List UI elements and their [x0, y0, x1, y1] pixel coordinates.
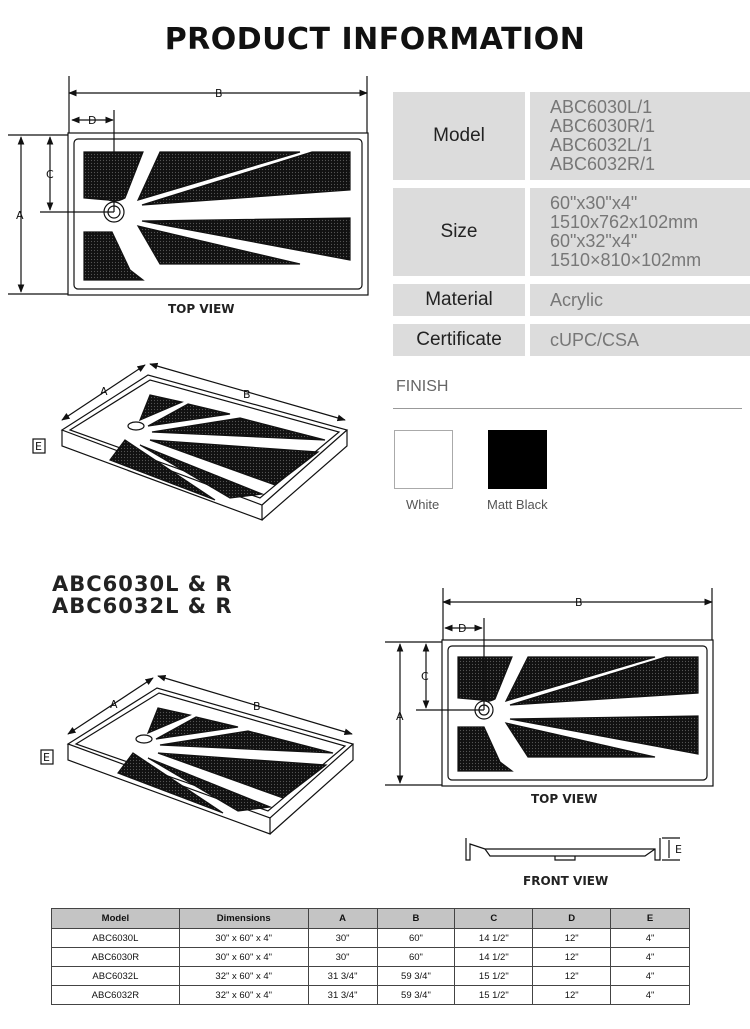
info-value-line: cUPC/CSA [550, 330, 640, 350]
top-view-drawing-2 [385, 588, 713, 786]
table-cell: ABC6032R [52, 986, 180, 1005]
info-value-line: 60"x30"x4" [550, 193, 638, 213]
dim-label-b: B [575, 596, 583, 609]
table-cell: 59 3/4" [377, 967, 455, 986]
table-cell: 30" [308, 929, 377, 948]
dim-label-a: A [16, 209, 24, 222]
info-value-line: 60"x32"x4" [550, 231, 638, 251]
table-header-row [52, 909, 690, 929]
table-cell: 59 3/4" [377, 986, 455, 1005]
info-value-line: ABC6032R/1 [550, 154, 656, 174]
page-title: PRODUCT INFORMATION [164, 22, 586, 57]
table-row [52, 986, 690, 1005]
front-view-caption: FRONT VIEW [523, 874, 609, 888]
dim-label-b: B [253, 700, 261, 713]
column-header: A [308, 909, 377, 929]
swatch-caption-black: Matt Black [487, 497, 548, 512]
table-cell: 4" [611, 929, 690, 948]
column-header: E [611, 909, 690, 929]
isometric-drawing-1 [33, 364, 347, 520]
dim-label-a: A [100, 385, 108, 398]
table-cell: 30" x 60" x 4" [179, 929, 308, 948]
spec-table [51, 908, 690, 1005]
info-value-line: ABC6030R/1 [550, 116, 656, 136]
info-value-line: ABC6030L/1 [550, 97, 653, 117]
dim-label-c: C [421, 670, 429, 683]
table-cell: 32" x 60" x 4" [179, 986, 308, 1005]
model-heading-line: ABC6030L & R [52, 572, 233, 596]
top-view-caption: TOP VIEW [168, 302, 235, 316]
table-cell: 15 1/2" [455, 986, 533, 1005]
table-cell: 14 1/2" [455, 929, 533, 948]
column-header: Model [52, 909, 180, 929]
info-value-line: 1510×810×102mm [550, 250, 702, 270]
table-cell: ABC6030R [52, 948, 180, 967]
model-heading-line: ABC6032L & R [52, 594, 233, 618]
table-cell: 30" [308, 948, 377, 967]
top-view-caption: TOP VIEW [531, 792, 598, 806]
front-view-drawing [466, 838, 680, 860]
table-cell: 15 1/2" [455, 967, 533, 986]
table-cell: 14 1/2" [455, 948, 533, 967]
table-cell: 30" x 60" x 4" [179, 948, 308, 967]
dim-label-d: D [458, 622, 467, 635]
info-label-size: Size [393, 188, 525, 276]
info-value-line: Acrylic [550, 290, 603, 310]
isometric-drawing-2 [41, 676, 353, 834]
column-header: D [533, 909, 611, 929]
info-label-model: Model [393, 92, 525, 180]
info-label-certificate: Certificate [393, 324, 525, 356]
table-cell: 31 3/4" [308, 986, 377, 1005]
finish-label: FINISH [396, 378, 449, 395]
column-header: C [455, 909, 533, 929]
table-row [52, 929, 690, 948]
table-cell: ABC6030L [52, 929, 180, 948]
table-row [52, 948, 690, 967]
table-cell: 12" [533, 986, 611, 1005]
swatch-caption-white: White [406, 497, 440, 512]
dim-label-a: A [110, 698, 118, 711]
table-row [52, 967, 690, 986]
table-cell: ABC6032L [52, 967, 180, 986]
table-cell: 4" [611, 967, 690, 986]
column-header: B [377, 909, 455, 929]
info-value-line: ABC6032L/1 [550, 135, 653, 155]
table-cell: 12" [533, 967, 611, 986]
dim-label-e: E [43, 751, 50, 764]
dim-label-c: C [46, 168, 54, 181]
dim-label-e: E [35, 440, 42, 453]
dim-label-e: E [675, 843, 682, 856]
table-cell: 60" [377, 948, 455, 967]
table-cell: 4" [611, 986, 690, 1005]
column-header: Dimensions [179, 909, 308, 929]
table-cell: 12" [533, 948, 611, 967]
top-view-drawing-1 [8, 76, 368, 295]
dim-label-a: A [396, 710, 404, 723]
dim-label-b: B [243, 388, 251, 401]
dim-label-d: D [88, 114, 97, 127]
table-cell: 31 3/4" [308, 967, 377, 986]
info-value-line: 1510x762x102mm [550, 212, 699, 232]
table-cell: 60" [377, 929, 455, 948]
info-label-material: Material [393, 284, 525, 316]
table-cell: 12" [533, 929, 611, 948]
table-cell: 32" x 60" x 4" [179, 967, 308, 986]
table-cell: 4" [611, 948, 690, 967]
dim-label-b: B [215, 87, 223, 100]
